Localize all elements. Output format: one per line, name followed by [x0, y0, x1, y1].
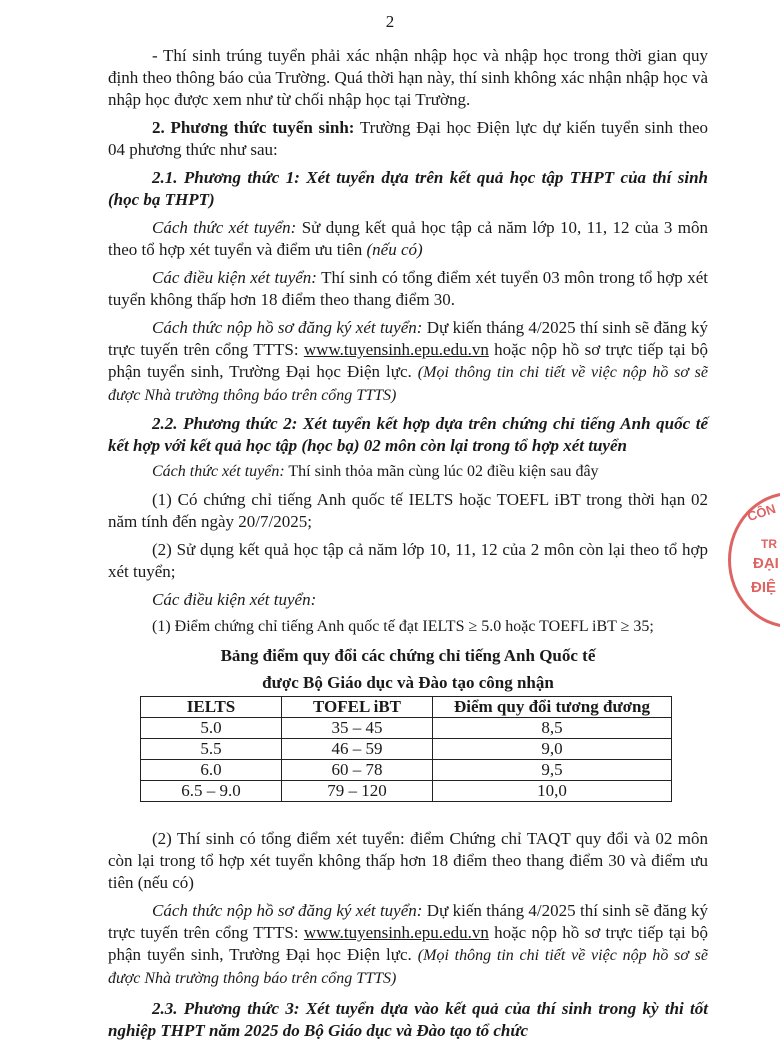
table-header-row: [141, 697, 672, 718]
conversion-table: [140, 696, 672, 802]
method-2-item-2: (2) Sử dụng kết quả học tập cả năm lớp 10, 11, 12 của 2 môn còn lại theo tổ hợp xét tuyển;: [108, 540, 708, 581]
table-title-2: được Bộ Giáo dục và Đào tạo công nhận: [262, 673, 554, 692]
table-cell: 5.5: [141, 739, 282, 760]
table-cell: 35 – 45: [282, 718, 433, 739]
table-header-cell: Điểm quy đổi tương đương: [433, 697, 672, 718]
table-row: [141, 739, 672, 760]
method-2-heading: 2.2. Phương thức 2: Xét tuyển kết hợp dựa trên chứng chỉ tiếng Anh quốc tế kết hợp với kết quả học tập (học bạ) 02 môn còn lại trong tổ hợp xét tuyển: [108, 414, 708, 455]
method-1-method-text: Sử dụng kết quả học tập cả năm lớp 10, 11, 12 của 3 môn theo tổ hợp xét tuyển và điểm ưu tiên: [108, 218, 708, 259]
method-1-method-label: Cách thức xét tuyển:: [152, 218, 297, 237]
method-2-reg-text: Dự kiến tháng 4/2025 thí sinh sẽ đăng ký trực tuyến trên cổng TTTS:: [108, 901, 708, 942]
method-1-method: [108, 217, 708, 261]
table-cell: 8,5: [433, 718, 672, 739]
method-2-reg-label: Cách thức nộp hồ sơ đăng ký xét tuyển:: [152, 901, 423, 920]
method-1-reg-text2: hoặc nộp hồ sơ trực tiếp tại bộ phận tuyển sinh, Trường Đại học Điện lực.: [108, 340, 708, 381]
table-cell: 9,5: [433, 760, 672, 781]
table-row: [141, 781, 672, 802]
method-2-reg-text2: hoặc nộp hồ sơ trực tiếp tại bộ phận tuyển sinh, Trường Đại học Điện lực.: [108, 923, 708, 964]
table-row: [141, 718, 672, 739]
page-number: 2: [385, 12, 395, 31]
table-cell: 60 – 78: [282, 760, 433, 781]
table-cell: 46 – 59: [282, 739, 433, 760]
table-cell: 10,0: [433, 781, 672, 802]
method-2-reg-link[interactable]: www.tuyensinh.epu.edu.vn: [303, 923, 489, 942]
method-1-reg-note: (Mọi thông tin chi tiết về việc nộp hồ sơ sẽ được Nhà trường thông báo trên cổng TTTS): [108, 364, 708, 404]
stamp-text: CÔN: [745, 500, 778, 525]
method-2-cond-1: (1) Điểm chứng chỉ tiếng Anh quốc tế đạt IELTS ≥ 5.0 hoặc TOEFL iBT ≥ 35;: [152, 618, 654, 635]
method-2-cond-label: Các điều kiện xét tuyển:: [152, 590, 317, 609]
method-1-reg-text: Dự kiến tháng 4/2025 thí sinh sẽ đăng ký trực tuyến trên cổng TTTS:: [108, 318, 708, 359]
document-body: [108, 0, 708, 1042]
table-header-cell: IELTS: [141, 697, 282, 718]
table-cell: 6.0: [141, 760, 282, 781]
table-cell: 5.0: [141, 718, 282, 739]
method-1-conditions: [108, 267, 708, 311]
section-2-text: Trường Đại học Điện lực dự kiến tuyển sinh theo 04 phương thức như sau:: [108, 118, 709, 159]
method-2-reg-note: (Mọi thông tin chi tiết về việc nộp hồ sơ sẽ được Nhà trường thông báo trên cổng TTTS): [108, 947, 708, 987]
method-1-method-note: (nếu có): [366, 240, 423, 259]
table-cell: 79 – 120: [282, 781, 433, 802]
official-seal-stamp: [728, 492, 780, 628]
method-1-heading: 2.1. Phương thức 1: Xét tuyển dựa trên kết quả học tập THPT của thí sinh (học bạ THPT): [108, 168, 708, 209]
method-1-reg-label: Cách thức nộp hồ sơ đăng ký xét tuyển:: [152, 318, 423, 337]
stamp-text: TR: [761, 537, 777, 551]
method-2-cond-2: (2) Thí sinh có tổng điểm xét tuyển: điểm Chứng chỉ TAQT quy đổi và 02 môn còn lại trong tổ hợp xét tuyển không thấp hơn 18 điểm theo thang điểm 30 và điểm ưu tiên (nếu có): [108, 829, 708, 892]
section-2-heading: 2. Phương thức tuyển sinh:: [152, 118, 355, 137]
method-1-cond-label: Các điều kiện xét tuyển:: [152, 268, 317, 287]
method-1-cond-text: Thí sinh có tổng điểm xét tuyển 03 môn trong tổ hợp xét tuyển không thấp hơn 18 điểm theo thang điểm 30.: [108, 268, 708, 309]
method-2-registration: [108, 900, 708, 990]
method-2-method-label: Cách thức xét tuyển:: [152, 463, 285, 480]
method-2-method: [108, 461, 708, 483]
table-row: [141, 760, 672, 781]
method-1-reg-link[interactable]: www.tuyensinh.epu.edu.vn: [303, 340, 489, 359]
method-3-heading: 2.3. Phương thức 3: Xét tuyển dựa vào kết quả của thí sinh trong kỳ thi tốt nghiệp THPT năm 2025 do Bộ Giáo dục và Đào tạo tổ chức: [108, 999, 708, 1040]
intro-paragraph: - Thí sinh trúng tuyển phải xác nhận nhập học và nhập học trong thời gian quy định theo thông báo của Trường. Quá thời hạn này, thí sinh không xác nhận nhập học và nhập học được xem như từ chối nhập học tại Trường.: [108, 46, 708, 109]
section-2-paragraph: [108, 117, 708, 161]
method-2-item-1: (1) Có chứng chỉ tiếng Anh quốc tế IELTS hoặc TOEFL iBT trong thời hạn 02 năm tính đến ngày 20/7/2025;: [108, 490, 708, 531]
stamp-text: ĐẠI: [753, 555, 779, 572]
table-header-cell: TOFEL iBT: [282, 697, 433, 718]
table-cell: 9,0: [433, 739, 672, 760]
stamp-text: ĐIỆ: [751, 579, 777, 596]
table-cell: 6.5 – 9.0: [141, 781, 282, 802]
method-2-method-text: Thí sinh thỏa mãn cùng lúc 02 điều kiện sau đây: [284, 463, 599, 480]
table-title-1: Bảng điểm quy đổi các chứng chỉ tiếng Anh Quốc tế: [220, 646, 596, 665]
method-1-registration: [108, 317, 708, 407]
